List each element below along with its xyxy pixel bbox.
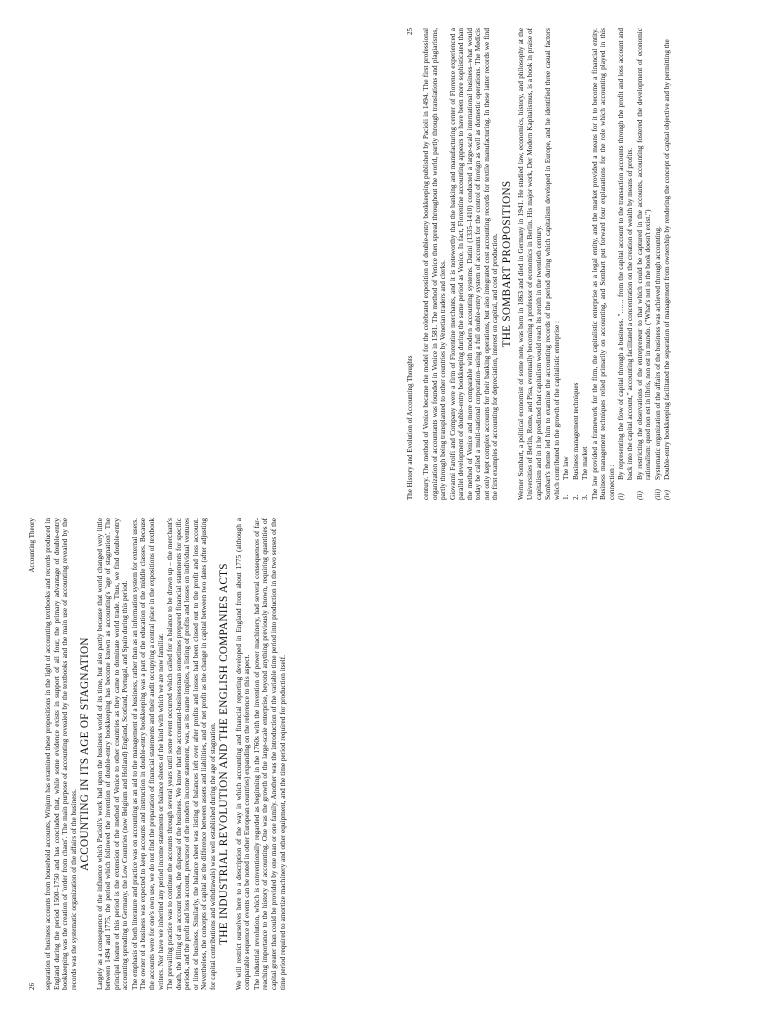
list-item: (iv) Double-entry bookkeeping facilitated the separation of management from ownership by rendering the concept of capital objective and by permitting the — [663, 39, 672, 500]
list-item: (ii) By restricting the observations of the entrepreneur to that which could be captured in the accounts, accounting fostered the development of economic rationalism: quod non est in libris, non est in mundo. ("What's not in the book doesn't exist.") — [635, 28, 653, 500]
paragraph: The prevailing practice was to continue the accounts through several years until some event occurred which called for a balance to be drawn up – the merchant's death, the filling of an account book, the disposal of the business. We know that the accountant-businessman sometimes prepared financial statements for specific periods, and the profit and loss account, precursor of the modern income statement, was, as its name implies, a listing of profits and losses on individual ventures or lines of business. Similarly, the balance sheet was listing of balances left over after profits and losses had been closed out to the profit and loss account. Nevertheless, the concepts of capital as the difference between assets and liabilities, and of net profit as the change in capital between two dates (after adjusting for capital contributions and withdrawals) was well established during the age of stagnation. — [166, 518, 217, 990]
paragraph: Werner Sombart, a political economist of some note, was born in 1863 and died in Germany in 1941. He studied law, economics, history, and philosophy at the Universities of Berlin, Rome, and Pisa, eventually becoming a professor of economics in Berlin. His major work, Der Modern Kapitalismus, is a book in praise of capitalism and in it he predicted that capitalism would reach its zenith in the twentieth century. — [517, 28, 543, 500]
section-heading-industrial-revolution: THE INDUSTRIAL REVOLUTION AND THE ENGLISH COMPANIES ACTS — [218, 563, 231, 945]
paragraph: Sombart's theme led him to examine the accounting records of the period during which capitalism developed in Europe, and he identified three casual factors which contributed to the growth of the capitalistic enterprise : — [544, 28, 561, 500]
right-running-head — [406, 28, 414, 500]
right-page — [402, 14, 768, 514]
section-heading-stagnation: ACCOUNTING IN ITS AGE OF STAGNATION — [79, 637, 92, 871]
list-item: 3. The market — [581, 446, 590, 500]
list-item: (iii) Systematic organization of the affairs of the business was achieved through accounting. — [653, 226, 662, 500]
list-item: 2. Business management techniques — [571, 382, 580, 500]
left-body — [44, 518, 758, 990]
left-running-head — [28, 518, 36, 990]
right-body — [422, 28, 768, 500]
list-item: 1. The law — [562, 456, 571, 500]
right-page-number: 25 — [406, 28, 414, 35]
paragraph: We will restrict ourselves here to a description of the way in which accounting and financial reporting developed in England from about 1775 (although a comparable sequence of events can be noted in other European countries) expanding on the reference to this aspect. — [234, 518, 252, 990]
paragraph: The industrial revolution, which is conventionally regarded as beginning in the 1760s with the invention of power machinery, had several consequences of far-reaching importance to the history of accounting. One was the growth of the large-scale enterprise, beyond anything previously known, requiring quantities of capital greater than could be provided by one man or one family. Another was the introduction of the variable time period into production in the two senses of the time period required to amortize machinery and other equipment, and the time period required for production itself. — [252, 518, 287, 990]
list-item: (i) By representing the flow of capital through a business. "…… from the capital account to the transaction accounts through the profit and loss account and back into the capital account," accounting facilitated a concentration on the creation of wealth by means of profits. — [617, 28, 634, 500]
left-running-title: Accounting Theory — [28, 518, 36, 573]
paragraph: The law provided a framework for the firm, the capitalistic enterprise as a legal entity, and the market provided a means for it to become a financial entity. Business management techniques relied primarily on accounting, and Sombart put forward four explanations for the role which accounting played in this connection : — [590, 28, 616, 500]
paragraph: century. The method of Venice became the model for the celebrated exposition of double-entry bookkeeping published by Pacioli in 1494. The first professional organization of accountants was founded in Venice in 1581. The method of Venice then spread throughout the world, partly through translations and plagiarisms, partly through being transplanted to other countries by Venetian traders and clerks. — [422, 28, 448, 500]
left-page — [24, 504, 764, 1004]
left-page-number: 26 — [28, 983, 36, 990]
paragraph: The emphasis of both literature and practice was on accounting as an aid to the management of a business, rather than as an information system for external users. The owner of a business was expected to keep accounts and instruction in double-entry bookkeeping was a part of the education of the middle classes. Because the accounts were for one's own use, we do not find the preparation of financial statements and their audit occupying a central place in the expositions of textbook writers. Nor have we inherited any period income statements or balance sheets of the kind with which we are now familiar. — [130, 518, 165, 990]
paragraph: Largely as a consequence of the influence which Pacioli's work had upon the business world of its time, but also partly because that world changed very little between 1494 and 1775, the period which followed the invention of double-entry bookkeeping has become known as accounting's 'age of stagnation'. The principal feature of this period is the extension of the method of Venice to other countries as they came to dominate world trade. Thus, we find double-entry accounting spreading to Germany, the Low Countries (now Belgium and Holland) England, Scotland, Portugal, and Spain during this period. — [95, 518, 130, 990]
paragraph: separation of business accounts from household accounts, Winjum has examined these propositions in the light of accounting textbooks and records produced in England during the period 1500–1750 and has concluded that, while some evidence exists in support of all four, the primary advantage of double-entry bookkeeping was the creation of 'order from chaos'. The main purpose of accounting revealed by the textbooks and the main use of accounting revealed by the records was the systematic organization of the affairs of the business. — [44, 518, 78, 990]
section-heading-sombart: THE SOMBART PROPOSITIONS — [500, 180, 513, 348]
role-list — [617, 28, 671, 500]
factor-list — [562, 28, 590, 500]
paragraph: Giovanni Farolfi and Company were a firm of Florentine merchants, and it is noteworthy that the banking and manufacturing center of Florence experienced a parallel development of double-entry bookkeeping during the same period as Venice. In fact, Florentine accounting appears to have been more sophisticated than the method of Venice and more comparable with modern accounting systems. Datini (1335–1410) conducted a large-scale international business–what would today be called a multi-national corporation–using a full double-entry system of accounts for the control of foreign as well as domestic operations. The Medicis not only kept complex accounts for their banking operations, but also integrated cost accounting records for textile manufacturing. In these latter records we find the first examples of accounting for depreciation, interest on capital, and cost of production. — [448, 28, 500, 500]
right-running-title: The History and Evolution of Accounting Thoughts — [406, 355, 414, 500]
